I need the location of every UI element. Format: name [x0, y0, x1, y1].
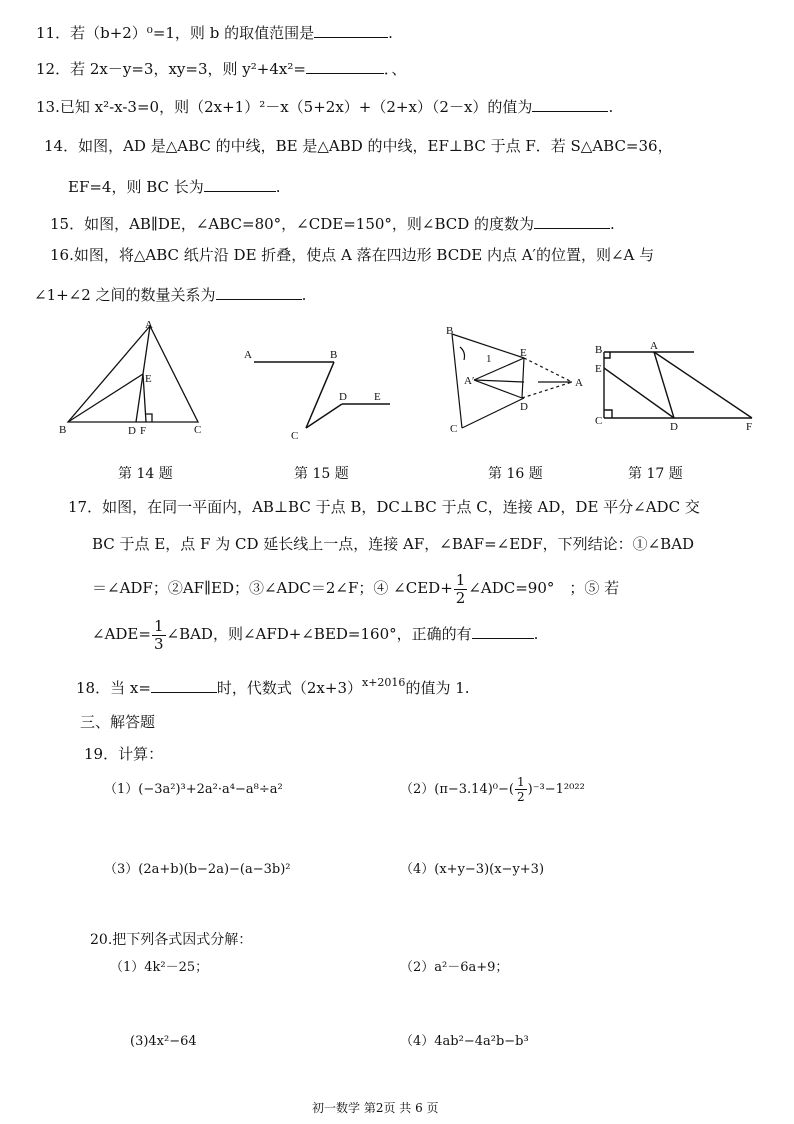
answer-blank: [204, 176, 276, 192]
question-14-line-2: EF=4，则 BC 长为 .: [68, 178, 281, 196]
svg-text:B: B: [446, 325, 454, 337]
question-12: 12．若 2x－y=3，xy=3，则 y²+4x²= ．、: [36, 60, 407, 78]
q19-item-1: （1）(−3a²)³+2a²·a⁴−a⁸÷a²: [104, 782, 283, 797]
svg-text:E: E: [520, 347, 527, 359]
figure-14-caption: 第 14 题: [118, 466, 173, 482]
answer-blank: [314, 22, 388, 38]
question-17-line-4: ∠ADE= $\frac{1}{3}$ ∠BAD，则∠AFD+∠BED=160°，正确的有 .: [92, 616, 539, 653]
answer-blank: [216, 284, 302, 300]
q20-item-4: （4）4ab²−4a²b−b³: [400, 1034, 529, 1049]
svg-text:B: B: [59, 424, 67, 436]
figure-14: [56, 318, 216, 440]
question-14-line-1: 14．如图，AD 是△ABC 的中线，BE 是△ABD 的中线，EF⊥BC 于点 F．若 S△ABC=36，: [44, 137, 673, 155]
svg-text:D: D: [339, 391, 347, 403]
svg-text:A: A: [575, 377, 583, 389]
figure-16: [442, 322, 592, 440]
svg-text:F: F: [140, 425, 147, 437]
q20-item-3: (3)4x²−64: [130, 1034, 197, 1049]
svg-text:A: A: [145, 319, 153, 331]
figure-15: [238, 340, 398, 445]
question-18: 18．当 x= 时，代数式$(2x+3)^{x+2016}$的值为 1.: [76, 676, 470, 697]
q20-item-2: （2）a²－6a+9；: [400, 960, 509, 975]
svg-text:C: C: [450, 423, 458, 435]
question-19-title: 19．计算：: [84, 745, 164, 763]
question-20-title: 20.把下列各式因式分解：: [90, 932, 253, 948]
svg-text:1: 1: [486, 353, 492, 365]
q19-item-4: （4）(x+y−3)(x−y+3): [400, 862, 545, 877]
question-15: 15．如图，AB∥DE，∠ABC=80°，∠CDE=150°，则∠BCD 的度数为 .: [50, 215, 615, 233]
q19-item-3: （3）(2a+b)(b−2a)−(a−3b)²: [104, 862, 291, 877]
svg-text:D: D: [520, 401, 528, 413]
answer-blank: [472, 623, 534, 639]
svg-text:C: C: [194, 424, 202, 436]
svg-text:D: D: [670, 421, 678, 433]
question-16-line-2: ∠1+∠2 之间的数量关系为 .: [34, 286, 307, 304]
svg-text:D: D: [128, 425, 136, 437]
section-heading: 三、解答题: [80, 713, 156, 731]
figure-16-caption: 第 16 题: [488, 466, 543, 482]
svg-text:F: F: [746, 421, 753, 433]
answer-blank: [151, 677, 217, 693]
svg-text:A: A: [650, 340, 658, 352]
svg-text:C: C: [595, 415, 603, 427]
svg-text:B: B: [330, 349, 338, 361]
fraction-one-half: $\frac{1}{2}$: [516, 775, 525, 804]
svg-text:E: E: [595, 363, 602, 375]
page-footer: 初一数学 第2页 共 6 页: [312, 1101, 439, 1115]
question-13: 13.已知 x²-x-3=0，则（2x+1）²－x（5+2x）+（2+x）（2－x）的值为 .: [36, 98, 614, 116]
answer-blank: [306, 58, 384, 74]
question-11: 11．若（b+2）⁰=1，则 b 的取值范围是 .: [36, 24, 393, 42]
fraction-one-half: $\frac{1}{2}$: [455, 570, 466, 607]
question-16-line-1: 16.如图，将△ABC 纸片沿 DE 折叠，使点 A 落在四边形 BCDE 内点 A′的位置，则∠A 与: [50, 246, 655, 264]
fraction-one-third: $\frac{1}{3}$: [153, 616, 164, 653]
q20-item-1: （1）4k²－25；: [110, 960, 209, 975]
answer-blank: [534, 213, 610, 229]
figure-17-caption: 第 17 题: [628, 466, 683, 482]
figure-17: [590, 338, 760, 438]
svg-text:A′: A′: [464, 375, 475, 387]
svg-text:E: E: [374, 391, 381, 403]
svg-text:B: B: [595, 344, 603, 356]
q19-item-2: （2）(π−3.14)⁰−( $\frac{1}{2}$ )⁻³−1²⁰²²: [400, 775, 585, 804]
svg-text:C: C: [291, 430, 299, 442]
answer-blank: [532, 96, 608, 112]
figure-15-caption: 第 15 题: [294, 466, 349, 482]
question-17-line-2: BC 于点 E，点 F 为 CD 延长线上一点，连接 AF，∠BAF=∠EDF，下列结论：①∠BAD: [92, 535, 695, 553]
svg-text:E: E: [145, 373, 152, 385]
question-17-line-3: ＝∠ADF；②AF∥ED；③∠ADC＝2∠F；④ ∠CED+ $\frac{1}{2}$ ∠ADC=90° ；⑤ 若: [92, 570, 620, 607]
question-17-line-1: 17．如图，在同一平面内，AB⊥BC 于点 B，DC⊥BC 于点 C，连接 AD，DE 平分∠ADC 交: [68, 498, 700, 516]
svg-text:A: A: [244, 349, 252, 361]
